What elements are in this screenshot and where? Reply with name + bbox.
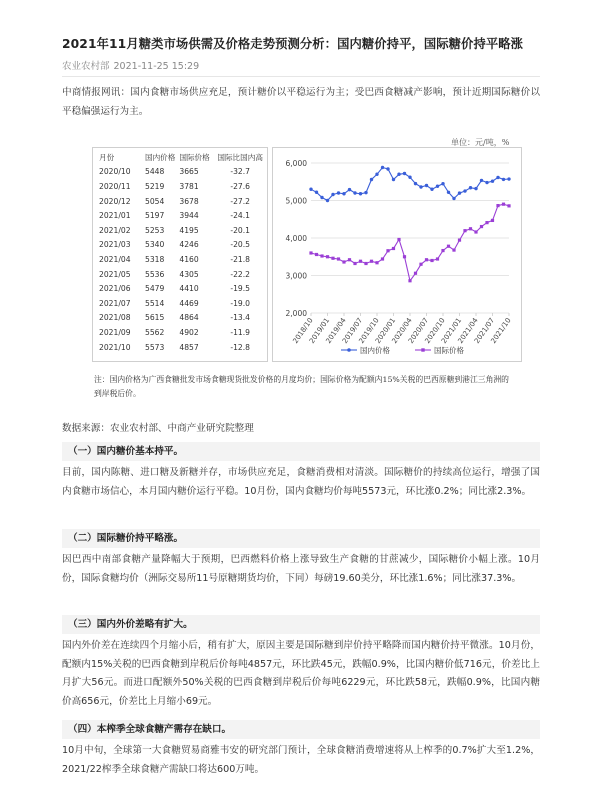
data-point: [386, 167, 389, 170]
data-point: [386, 249, 389, 252]
data-point: [408, 279, 411, 282]
table-cell: 2021/01: [99, 211, 131, 221]
data-point: [392, 247, 395, 250]
table-cell: -20.5: [230, 240, 250, 250]
table-cell: -32.7: [230, 167, 250, 177]
data-point: [502, 203, 505, 206]
line-chart: [273, 148, 523, 363]
table-cell: -20.1: [230, 225, 250, 235]
table-cell: 4857: [179, 342, 199, 352]
data-point: [474, 187, 477, 190]
data-point: [474, 230, 477, 233]
data-point: [414, 182, 417, 185]
data-source-line: 数据来源：农业农村部、中商产业研究院整理: [62, 423, 254, 434]
data-point: [414, 272, 417, 275]
table-header-row: [97, 150, 265, 165]
data-point: [392, 178, 395, 181]
x-tick-label: 2020/01: [373, 316, 398, 345]
data-point: [370, 178, 373, 181]
data-point: [441, 249, 444, 252]
data-point: [419, 263, 422, 266]
article-source[interactable]: 农业农村部: [62, 61, 110, 72]
data-point: [463, 189, 466, 192]
table-cell: 5514: [145, 298, 165, 308]
data-point: [419, 185, 422, 188]
table-cell: 4864: [179, 313, 199, 323]
data-point: [342, 260, 345, 263]
x-tick-label: 2019/07: [340, 316, 365, 345]
table-cell: -27.6: [230, 181, 250, 191]
section-body-2: 因巴西中南部食糖产量降幅大于预期，巴西燃料价格上涨导致生产食糖的甘蔗减少，国际糖价小幅上涨。10月份，国际食糖均价（洲际交易所11号原糖期货均价，下同）每磅19.60美分，环比涨1.6%；同比涨37.3%。: [62, 554, 540, 584]
table-cell: 5536: [145, 269, 165, 279]
section-heading-4: （四）本榨季全球食糖产需存在缺口。: [62, 720, 540, 739]
table-cell: 4246: [179, 240, 199, 250]
data-point: [370, 260, 373, 263]
table-row: [97, 208, 265, 223]
table-cell: 2021/08: [99, 313, 131, 323]
table-cell: -19.0: [230, 298, 250, 308]
data-point: [485, 221, 488, 224]
article-title: 2021年11月糖类市场供需及价格走势预测分析：国内糖价持平，国际糖价持平略涨: [62, 37, 524, 51]
table-cell: -22.2: [230, 269, 250, 279]
table-cell: 5318: [145, 254, 165, 264]
legend-marker: [421, 348, 424, 351]
data-point: [496, 204, 499, 207]
data-point: [430, 188, 433, 191]
data-point: [463, 229, 466, 232]
table-cell: -27.2: [230, 196, 250, 206]
data-point: [320, 254, 323, 257]
data-point: [331, 193, 334, 196]
table-cell: 4305: [179, 269, 199, 279]
table-row: [97, 238, 265, 253]
legend-label: 国内价格: [360, 346, 390, 355]
data-point: [485, 181, 488, 184]
y-tick-label: 4,000: [285, 234, 307, 243]
table-row: [97, 267, 265, 282]
data-point: [469, 186, 472, 189]
data-point: [359, 260, 362, 263]
data-point: [458, 191, 461, 194]
data-point: [447, 191, 450, 194]
x-tick-label: 2021/07: [472, 316, 497, 345]
table-cell: -11.9: [230, 327, 250, 337]
table-cell: 2021/06: [99, 284, 131, 294]
table-cell: -13.4: [230, 313, 250, 323]
table-cell: 2020/11: [99, 181, 131, 191]
table-cell: 2020/12: [99, 196, 131, 206]
table-cell: 4160: [179, 254, 199, 264]
unit-label: 单位：元/吨，%: [451, 138, 510, 147]
series-line-1: [311, 168, 509, 201]
table-row: [97, 325, 265, 340]
title-divider: [62, 76, 540, 77]
table-cell: -12.8: [230, 342, 250, 352]
table-cell: -24.1: [230, 211, 250, 221]
table-row: [97, 311, 265, 326]
table-cell: 2021/05: [99, 269, 131, 279]
x-tick-label: 2020/10: [423, 316, 447, 345]
y-tick-label: 2,000: [285, 309, 307, 318]
article-date: 2021-11-25 15:29: [113, 61, 200, 72]
figure-note: 注：国内价格为广西食糖批发市场食糖现货批发价格的月度均价；国际价格为配额内15%关税的巴西原糖到港江三角洲的到岸税后价。: [94, 375, 509, 398]
table-header: 月份: [99, 152, 115, 162]
data-point: [496, 176, 499, 179]
price-figure: [92, 131, 522, 401]
table-cell: 4410: [179, 284, 199, 294]
data-point: [397, 238, 400, 241]
data-point: [480, 225, 483, 228]
table-cell: 5054: [145, 196, 165, 206]
table-row: [97, 281, 265, 296]
data-point: [502, 178, 505, 181]
data-point: [408, 176, 411, 179]
x-tick-label: 2019/01: [307, 316, 332, 345]
table-row: [97, 296, 265, 311]
data-point: [375, 173, 378, 176]
table-row: [97, 223, 265, 238]
data-point: [447, 245, 450, 248]
legend-marker: [347, 348, 351, 352]
data-point: [403, 172, 406, 175]
y-tick-label: 3,000: [285, 271, 307, 281]
x-tick-label: 2020/04: [390, 316, 414, 345]
table-header: 国际比国内高: [217, 152, 263, 162]
data-point: [397, 173, 400, 176]
table-cell: 5562: [145, 327, 165, 337]
table-cell: 5615: [145, 313, 165, 323]
table-row: [97, 194, 265, 209]
data-point: [507, 177, 510, 180]
data-point: [326, 199, 329, 202]
table-cell: 2021/04: [99, 254, 131, 264]
table-body: [97, 165, 265, 355]
data-point: [452, 197, 455, 200]
section-body-1: 目前，国内陈糖、进口糖及新糖并存，市场供应充足，食糖消费相对清淡。国际糖价的持续高位运行，增强了国内食糖市场信心，本月国内糖价运行平稳。10月份，国内食糖均价每吨5573元，环比涨0.2%；同比涨2.3%。: [62, 467, 540, 497]
table-cell: 3781: [179, 181, 199, 191]
x-tick-label: 2018/10: [291, 316, 315, 345]
table-cell: 5479: [145, 284, 165, 294]
series-line-2: [311, 204, 509, 281]
table-cell: 3678: [179, 196, 199, 206]
table-cell: 5340: [145, 240, 165, 250]
data-point: [436, 257, 439, 260]
table-cell: 5197: [145, 211, 165, 221]
data-point: [425, 258, 428, 261]
data-point: [342, 192, 345, 195]
table-cell: 3665: [179, 167, 199, 177]
data-point: [375, 261, 378, 264]
data-point: [480, 179, 483, 182]
table-cell: 2021/09: [99, 327, 131, 337]
table-cell: 5573: [145, 342, 165, 352]
data-point: [452, 248, 455, 251]
data-point: [337, 191, 340, 194]
table-cell: 2021/10: [99, 342, 131, 352]
price-table-panel: [92, 147, 268, 362]
article-meta: [62, 58, 199, 72]
legend-label: 国际价格: [434, 346, 464, 355]
x-tick-label: 2019/10: [357, 316, 381, 345]
x-tick-label: 2019/04: [324, 316, 348, 345]
data-point: [381, 257, 384, 260]
data-point: [359, 192, 362, 195]
x-tick-label: 2021/10: [489, 316, 513, 345]
table-cell: 5219: [145, 181, 165, 191]
table-row: [97, 252, 265, 267]
table-row: [97, 179, 265, 194]
table-header: 国内价格: [145, 152, 176, 162]
table-header: 国际价格: [179, 152, 210, 162]
x-tick-label: 2021/04: [456, 316, 480, 345]
section-body-4: 10月中旬，全球第一大食糖贸易商雅韦安的研究部门预计，全球食糖消费增速将从上榨季的0.7%扩大至1.2%，2021/22榨季全球食糖产需缺口将达600万吨。: [62, 745, 540, 775]
data-point: [353, 191, 356, 194]
table-cell: 2020/10: [99, 167, 131, 177]
data-point: [458, 239, 461, 242]
table-cell: -19.5: [230, 284, 250, 294]
intro-paragraph: 中商情报网讯：国内食糖市场供应充足，预计糖价以平稳运行为主；受巴西食糖减产影响，预计近期国际糖价以平稳偏强运行为主。: [62, 87, 540, 117]
table-cell: 4195: [179, 225, 199, 235]
x-tick-label: 2021/01: [439, 316, 464, 345]
data-point: [320, 196, 323, 199]
price-table: [97, 150, 265, 354]
section-heading-3: （三）国内外价差略有扩大。: [62, 615, 540, 634]
data-point: [441, 182, 444, 185]
data-point: [348, 188, 351, 191]
data-point: [315, 253, 318, 256]
data-point: [337, 257, 340, 260]
data-point: [315, 191, 318, 194]
table-cell: 5253: [145, 225, 165, 235]
data-point: [364, 191, 367, 194]
table-cell: 2021/07: [99, 298, 131, 308]
data-point: [381, 166, 384, 169]
table-cell: 2021/03: [99, 240, 131, 250]
table-cell: 4902: [179, 327, 199, 337]
table-cell: 5448: [145, 167, 165, 177]
line-chart-panel: [272, 147, 522, 362]
data-point: [491, 219, 494, 222]
section-heading-2: （二）国际糖价持平略涨。: [62, 529, 540, 548]
data-point: [425, 184, 428, 187]
data-point: [309, 188, 312, 191]
data-point: [364, 262, 367, 265]
table-cell: 3944: [179, 211, 199, 221]
data-point: [436, 185, 439, 188]
data-point: [331, 257, 334, 260]
table-row: [97, 165, 265, 180]
data-point: [469, 227, 472, 230]
data-point: [430, 259, 433, 262]
y-tick-label: 5,000: [285, 196, 307, 206]
x-tick-label: 2020/07: [406, 316, 431, 345]
data-point: [491, 180, 494, 183]
table-cell: -21.8: [230, 254, 250, 264]
data-point: [507, 204, 510, 207]
data-point: [348, 258, 351, 261]
table-cell: 2021/02: [99, 225, 131, 235]
table-row: [97, 340, 265, 355]
data-point: [353, 262, 356, 265]
section-heading-1: （一）国内糖价基本持平。: [62, 442, 540, 461]
data-point: [309, 251, 312, 254]
data-point: [403, 255, 406, 258]
data-point: [326, 255, 329, 258]
section-body-3: 国内外价差在连续四个月缩小后，稍有扩大，原因主要是国际糖到岸价持平略降而国内糖价持平微涨。10月份，配额内15%关税的巴西食糖到岸税后价每吨4857元，环比跌45元，跌幅0.9%，比国内糖价低716元，价差比上月扩大56元。而进口配额外50%关税的巴西食糖到岸税后价每吨6229元，环比跌58元，跌幅0.9%，比国内糖价高656元，价差比上月缩小69元。: [62, 640, 540, 707]
y-tick-label: 6,000: [285, 159, 307, 168]
table-cell: 4469: [179, 298, 199, 308]
